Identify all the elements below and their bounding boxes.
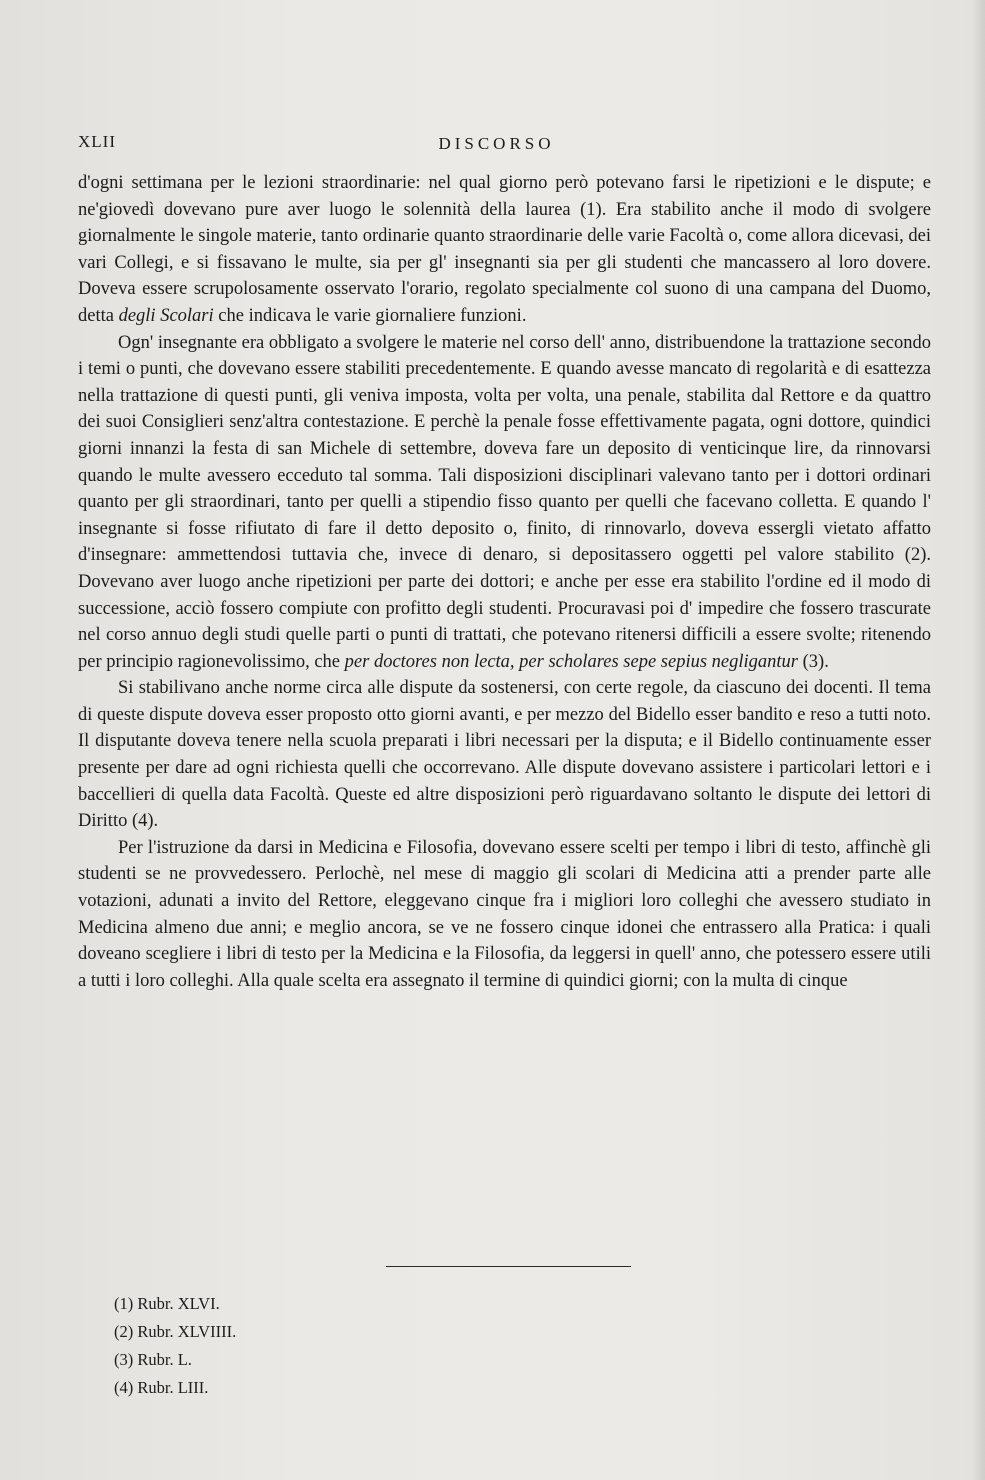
footnote-divider <box>386 1266 631 1267</box>
italic-phrase: degli Scolari <box>118 305 214 326</box>
paragraph-3: Si stabilivano anche norme circa alle dispute da sostenersi, con certe regole, da ciascuno dei docenti. Il tema di queste dispute doveva esser proposto otto giorni avanti, e per mezzo del Bidello esser bandito e reso a tutti noto. Il disputante doveva tenere nella scuola preparati i libri necessari per la disputa; e il Bidello continuamente esser presente per dare ad ogni richiesta quelli che occorrevano. Alle dispute dovevano assistere i particolari lettori e i baccellieri di quella data Facoltà. Queste ed altre disposizioni però riguardavano soltanto le dispute dei lettori di Diritto (4). <box>78 678 931 832</box>
paragraph-4: Per l'istruzione da darsi in Medicina e Filosofia, dovevano essere scelti per tempo i libri di testo, affinchè gli studenti se ne provvedessero. Perlochè, nel mese di maggio gli scolari di Medicina atti a prender parte alle votazioni, adunati a invito del Rettore, eleggevano cinque fra i migliori loro colleghi che avessero studiato in Medicina almeno due anni; e meglio ancora, se ve ne fossero cinque idonei che entrassero alla Pratica: i quali doveano scegliere i libri di testo per la Medicina e la Filosofia, da leggersi in quell' anno, che potessero essere utili a tutti i loro colleghi. Alla quale scelta era assegnato il termine di quindici giorni; con la multa di cinque <box>78 837 931 991</box>
footnote-3: (3) Rubr. L. <box>114 1350 192 1369</box>
paragraph-2: Ogn' insegnante era obbligato a svolgere le materie nel corso dell' anno, distribuendone la trattazione secondo i temi o punti, che dovevano essere stabiliti precedentemente. E quando avesse mancato di regolarità e di esattezza nella trattazione di questi punti, gli veniva imposta, volta per volta, una penale, stabilita dal Rettore e da quattro dei suoi Consiglieri senz'altra contestazione. E perchè la penale fosse effettivamente pagata, ogni dottore, quindici giorni innanzi la festa di san Michele di settembre, doveva fare un deposito di venticinque lire, da rinnovarsi quando le multe avessero ecceduto tal somma. Tali disposizioni disciplinari valevano tanto per i dottori ordinari quanto per gli straordinari, tanto per quelli a stipendio fisso quanto per quelli che facevano colletta. E quando l' insegnante si fosse rifiutato di fare il detto deposito o, finito, di rinnovarlo, doveva essergli vietato affatto d'insegnare: ammettendosi tuttavia che, invece di denaro, si depositassero oggetti pel valore stabilito (2). Dovevano aver luogo anche ripetizioni per parte dei dottori; e anche per esse era stabilito l'ordine ed il modo di successione, acciò fossero compiute con profitto degli studenti. Procuravasi poi d' impedire che fossero trascurate nel corso annuo degli studi quelle parti o punti di trattati, che potevano ritenersi difficili a essere svolte; ritenendo per principio ragionevolissimo, che per doctores non lecta, per scholares sepe sepius negligantur (3). <box>78 332 931 672</box>
footnote-4: (4) Rubr. LIII. <box>114 1378 209 1397</box>
italic-phrase: per doctores non lecta, per scholares sepe sepius negligantur <box>344 651 799 672</box>
page-number: XLII <box>78 132 116 151</box>
running-title: DISCORSO <box>438 134 555 153</box>
body-text <box>78 170 931 994</box>
page-edge-shadow <box>971 0 985 1480</box>
footnote-1: (1) Rubr. XLVI. <box>114 1294 220 1313</box>
footnotes <box>114 1290 236 1402</box>
footnote-2: (2) Rubr. XLVIIII. <box>114 1322 237 1341</box>
page-header <box>78 132 915 160</box>
paragraph-1: d'ogni settimana per le lezioni straordinarie: nel qual giorno però potevano farsi le ripetizioni e le dispute; e ne'giovedì dovevano pure aver luogo le solennità della laurea (1). Era stabilito anche il modo di svolgere giornalmente le singole materie, tanto ordinarie quanto straordinarie delle varie Facoltà o, come allora dicevasi, dei vari Collegi, e si fissavano le multe, sia per gl' insegnanti sia per gli studenti che mancassero al loro dovere. Doveva essere scrupolosamente osservato l'orario, regolato specialmente col suono di una campana del Duomo, detta degli Scolari che indicava le varie giornaliere funzioni. <box>78 173 931 326</box>
